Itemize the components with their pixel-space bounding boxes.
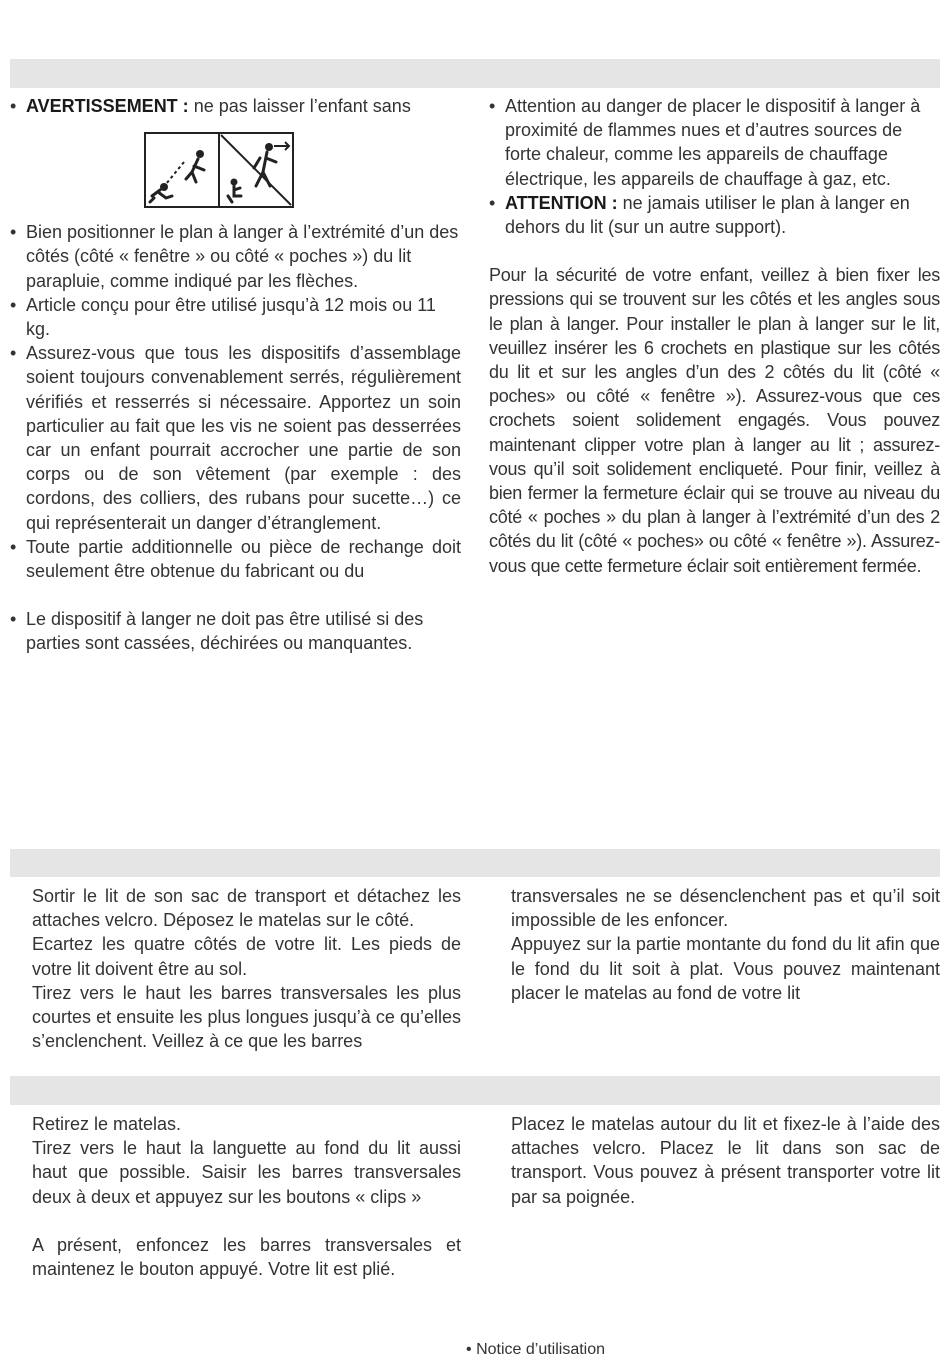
footer-bullet: • xyxy=(466,1341,472,1358)
paragraph: Placez le matelas autour du lit et fixez-le à l’aide des attaches velcro. Placez le lit dans son sac de transport. Vous pouvez à présent transporter votre lit par sa poignée. xyxy=(511,1114,940,1207)
installation-paragraph: Pour la sécurité de votre enfant, veillez à bien fixer les pressions qui se trouvent sur les côtés et les angles sous le plan à langer. Pour installer le plan à langer sur le lit, veuillez insérer les 6 crochets en plastique sur les côtés du lit et sur les angles d’un des 2 côtés du lit (côté « poches» ou côté « fenêtre »). Assurez-vous que ces crochets soient solidement engagés. Vous pouvez maintenant clipper votre plan à langer au lit ; assurez-vous qu’il soit solidement encliqueté. Pour finir, veillez à bien fermer la fermeture éclair qui se trouve au niveau du côté « poches » du plan à langer à l’extrémité d’un des 2 côtés du lit (côté « poches» ou côté « fenêtre »). Assurez-vous que cette fermeture éclair soit entièrement fermée. xyxy=(489,265,940,576)
paragraph: transversales ne se désenclenchent pas et qu’il soit impossible de les enfoncer. xyxy=(511,886,940,931)
list-item: • Toute partie additionnelle ou pièce de rechange doit seulement être obtenue du fabricant ou du xyxy=(10,535,461,583)
safety-left-column xyxy=(10,94,461,656)
footer-text: Notice d’utilisation xyxy=(476,1341,606,1358)
page-footer xyxy=(466,1340,605,1360)
warning-bullet xyxy=(10,94,461,118)
do-not-leave-child-unattended-icon xyxy=(144,132,294,208)
attention-bullet xyxy=(489,191,940,239)
paragraph: A présent, enfoncez les barres transversales et maintenez le bouton appuyé. Votre lit est plié. xyxy=(32,1234,461,1280)
unfold-right-column xyxy=(511,884,940,1005)
list-item: • Article conçu pour être utilisé jusqu’à 12 mois ou 11 kg. xyxy=(10,293,461,341)
attention-label: ATTENTION : xyxy=(505,192,618,213)
list-item: • Assurez-vous que tous les dispositifs d’assemblage soient toujours convenablement serrés, régulièrement vérifiés et resserrés si nécessaire. Apportez un soin particulier au fait que les vis ne soient pas desserrées car un enfant pourrait accrocher une partie de son corps ou de son vêtement (par exemple : des cordons, des colliers, des rubans pour sucette…) ce qui représenterait un danger d’étranglement. xyxy=(10,341,461,535)
section-header-band-unfold xyxy=(10,849,940,877)
list-item: • Bien positionner le plan à langer à l’extrémité d’un des côtés (côté « fenêtre » ou côté « poches ») du lit parapluie, comme indiqué par les flèches. xyxy=(10,220,461,293)
unfold-left-column xyxy=(32,884,461,1053)
section-header-band-safety xyxy=(10,59,940,88)
fold-left-column xyxy=(32,1112,461,1281)
paragraph: Tirez vers le haut les barres transversales les plus courtes et ensuite les plus longues jusqu’à ce qu’elles s’enclenchent. Veillez à ce que les barres xyxy=(32,982,461,1052)
paragraph: Ecartez les quatre côtés de votre lit. Les pieds de votre lit doivent être au sol. xyxy=(32,934,461,979)
safety-right-column xyxy=(489,94,940,578)
paragraph: Retirez le matelas. xyxy=(32,1114,182,1134)
list-item: • Attention au danger de placer le dispositif à langer à proximité de flammes nues et d’autres sources de forte chaleur, comme les appareils de chauffage électrique, les appareils de chauffage à gaz, etc. xyxy=(489,94,940,191)
paragraph: Sortir le lit de son sac de transport et détachez les attaches velcro. Déposez le matelas sur le côté. xyxy=(32,886,461,931)
paragraph: Tirez vers le haut la languette au fond du lit aussi haut que possible. Saisir les barres transversales deux à deux et appuyez sur les boutons « clips » xyxy=(32,1138,461,1207)
warning-label: AVERTISSEMENT : xyxy=(26,96,189,116)
paragraph: Appuyez sur la partie montante du fond du lit afin que le fond du lit soit à plat. Vous pouvez maintenant placer le matelas au fond de votre lit xyxy=(511,934,940,1003)
attention-text: ne jamais utiliser le plan à langer en dehors du lit (sur un autre support). xyxy=(505,192,910,238)
section-header-band-fold xyxy=(10,1076,940,1105)
list-item: • Le dispositif à langer ne doit pas être utilisé si des parties sont cassées, déchirées ou manquantes. xyxy=(10,607,461,655)
warning-text: ne pas laisser l’enfant sans xyxy=(188,96,411,116)
fold-right-column xyxy=(511,1112,940,1209)
